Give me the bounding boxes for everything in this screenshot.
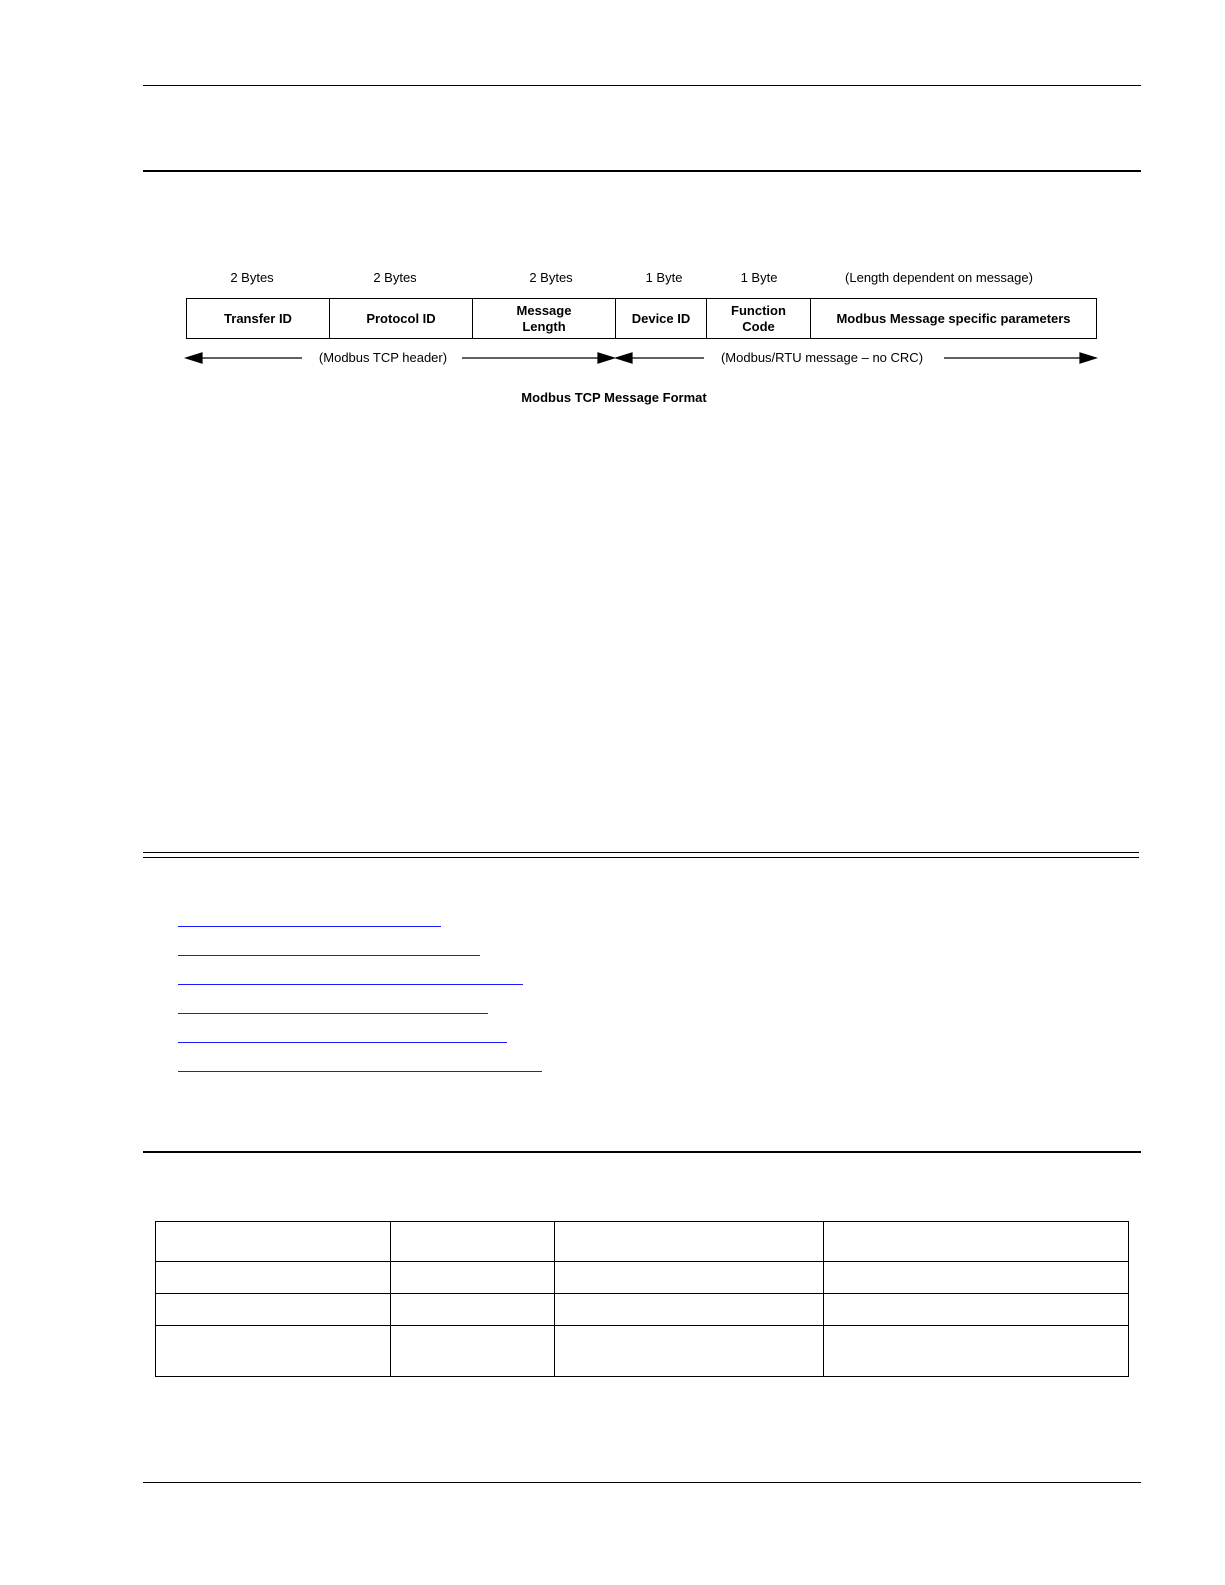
byte-label-protocol-id: 2 Bytes	[373, 270, 417, 285]
table-cell	[824, 1326, 1129, 1377]
table-cell	[555, 1326, 824, 1377]
table-cell	[156, 1222, 391, 1262]
range-arrows	[0, 0, 1225, 420]
list-item-link[interactable]	[178, 926, 441, 927]
diagram-caption: Modbus TCP Message Format	[521, 390, 707, 405]
double-rule-bottom	[143, 857, 1139, 858]
table-cell	[555, 1294, 824, 1326]
field-device-id: Device ID	[616, 299, 707, 338]
list-item-link[interactable]	[178, 984, 523, 985]
list-item-link[interactable]	[178, 1071, 542, 1072]
field-message-length: Message Length	[473, 299, 616, 338]
table-cell	[156, 1262, 391, 1294]
modbus-rtu-message-label: (Modbus/RTU message – no CRC)	[720, 350, 924, 365]
arrow-right-head-icon	[598, 353, 614, 363]
field-transfer-id: Transfer ID	[187, 299, 330, 338]
list-item-link[interactable]	[178, 1042, 507, 1043]
table-cell	[391, 1294, 555, 1326]
table-cell	[824, 1222, 1129, 1262]
modbus-tcp-header-label: (Modbus TCP header)	[318, 350, 448, 365]
field-parameters: Modbus Message specific parameters	[836, 310, 1071, 326]
field-function-code: Function Code	[707, 299, 811, 338]
arrow-right-head-icon	[1080, 353, 1096, 363]
footer-rule	[143, 1482, 1141, 1483]
byte-label-function-code: 1 Byte	[740, 270, 778, 285]
table-cell	[824, 1262, 1129, 1294]
table-row	[156, 1294, 1129, 1326]
table-cell	[555, 1262, 824, 1294]
table-cell	[824, 1294, 1129, 1326]
table-row	[156, 1262, 1129, 1294]
arrow-left-head-icon	[616, 353, 632, 363]
arrow-left-head-icon	[186, 353, 202, 363]
data-table	[155, 1221, 1129, 1377]
table-cell	[391, 1262, 555, 1294]
section-rule-2	[143, 1151, 1141, 1153]
byte-label-transfer-id: 2 Bytes	[230, 270, 274, 285]
table-cell	[156, 1326, 391, 1377]
double-rule-top	[143, 852, 1139, 853]
list-item-link[interactable]	[178, 1013, 488, 1014]
table-cell	[156, 1294, 391, 1326]
field-protocol-id: Protocol ID	[330, 299, 473, 338]
table-row	[156, 1326, 1129, 1377]
byte-label-parameters: (Length dependent on message)	[845, 270, 1033, 285]
byte-label-message-length: 2 Bytes	[529, 270, 573, 285]
table-cell	[555, 1222, 824, 1262]
byte-label-device-id: 1 Byte	[645, 270, 683, 285]
table-cell	[391, 1222, 555, 1262]
table-row	[156, 1222, 1129, 1262]
list-item-link[interactable]	[178, 955, 480, 956]
table-cell	[391, 1326, 555, 1377]
